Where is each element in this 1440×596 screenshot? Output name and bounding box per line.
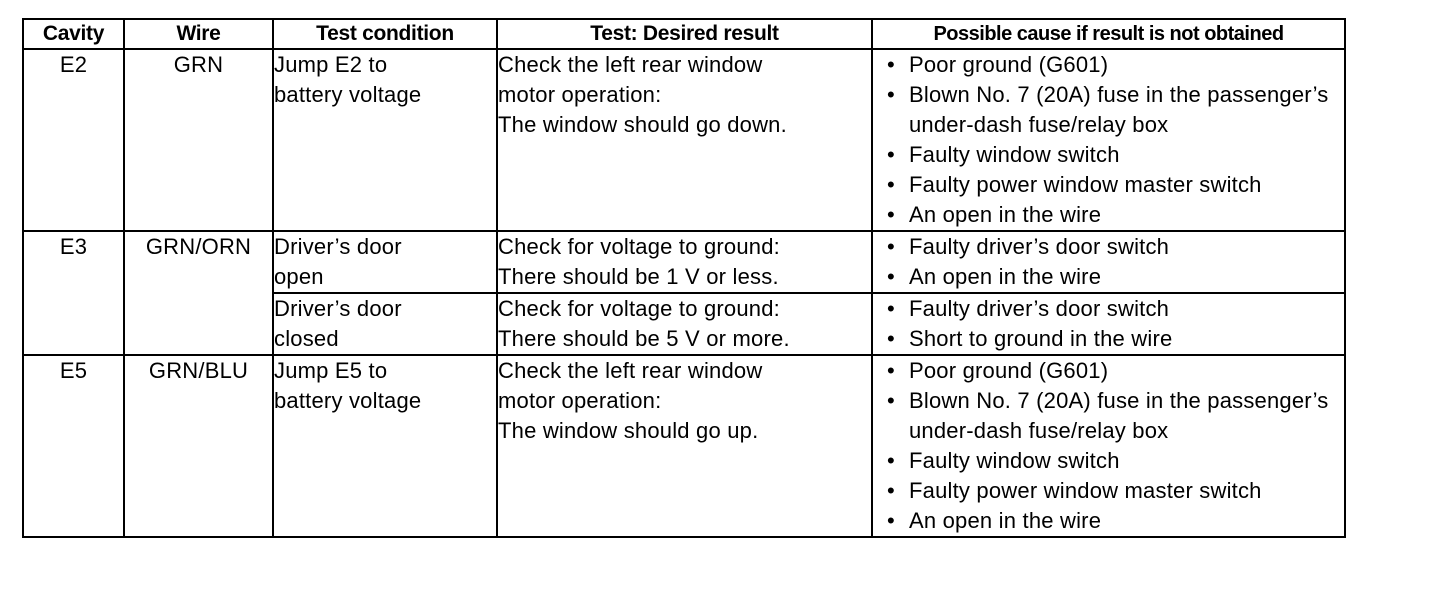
list-item: • An open in the wire [887, 262, 1344, 292]
list-item: • Faulty power window master switch [887, 476, 1344, 506]
condition-cell: Jump E5 to battery voltage [273, 355, 497, 537]
header-cavity: Cavity [23, 19, 124, 49]
table-row [23, 49, 1345, 231]
cause-list [873, 232, 1344, 292]
cause-cell [872, 293, 1345, 355]
list-item: • Faulty window switch [887, 140, 1344, 170]
list-item: • Poor ground (G601) [887, 356, 1344, 386]
list-item: • Faulty driver’s door switch [887, 294, 1344, 324]
cause-cell [872, 231, 1345, 293]
wire-cell: GRN/ORN [124, 231, 273, 355]
troubleshooting-table [22, 18, 1346, 538]
result-cell: Check the left rear window motor operation: The window should go up. [497, 355, 872, 537]
result-cell: Check the left rear window motor operation: The window should go down. [497, 49, 872, 231]
list-item: • Faulty window switch [887, 446, 1344, 476]
cavity-cell: E3 [23, 231, 124, 355]
cause-list [873, 50, 1344, 230]
header-wire: Wire [124, 19, 273, 49]
result-cell: Check for voltage to ground: There should be 1 V or less. [497, 231, 872, 293]
wire-cell: GRN/BLU [124, 355, 273, 537]
cause-cell [872, 49, 1345, 231]
list-item: • Short to ground in the wire [887, 324, 1344, 354]
list-item: • An open in the wire [887, 506, 1344, 536]
cause-list [873, 356, 1344, 536]
wire-cell: GRN [124, 49, 273, 231]
cause-cell [872, 355, 1345, 537]
table-body [23, 49, 1345, 537]
header-possible-cause: Possible cause if result is not obtained [872, 19, 1345, 49]
condition-cell: Driver’s door closed [273, 293, 497, 355]
list-item: • Blown No. 7 (20A) fuse in the passenger’s under-dash fuse/relay box [887, 386, 1344, 446]
list-item: • Poor ground (G601) [887, 50, 1344, 80]
cavity-cell: E2 [23, 49, 124, 231]
cavity-cell: E5 [23, 355, 124, 537]
header-test-condition: Test condition [273, 19, 497, 49]
list-item: • Blown No. 7 (20A) fuse in the passenger’s under-dash fuse/relay box [887, 80, 1344, 140]
header-row [23, 19, 1345, 49]
condition-cell: Jump E2 to battery voltage [273, 49, 497, 231]
table-header [23, 19, 1345, 49]
cause-list [873, 294, 1344, 354]
list-item: • An open in the wire [887, 200, 1344, 230]
header-desired-result: Test: Desired result [497, 19, 872, 49]
table-row [23, 355, 1345, 537]
condition-cell: Driver’s door open [273, 231, 497, 293]
list-item: • Faulty driver’s door switch [887, 232, 1344, 262]
list-item: • Faulty power window master switch [887, 170, 1344, 200]
table-row [23, 231, 1345, 293]
result-cell: Check for voltage to ground: There should be 5 V or more. [497, 293, 872, 355]
